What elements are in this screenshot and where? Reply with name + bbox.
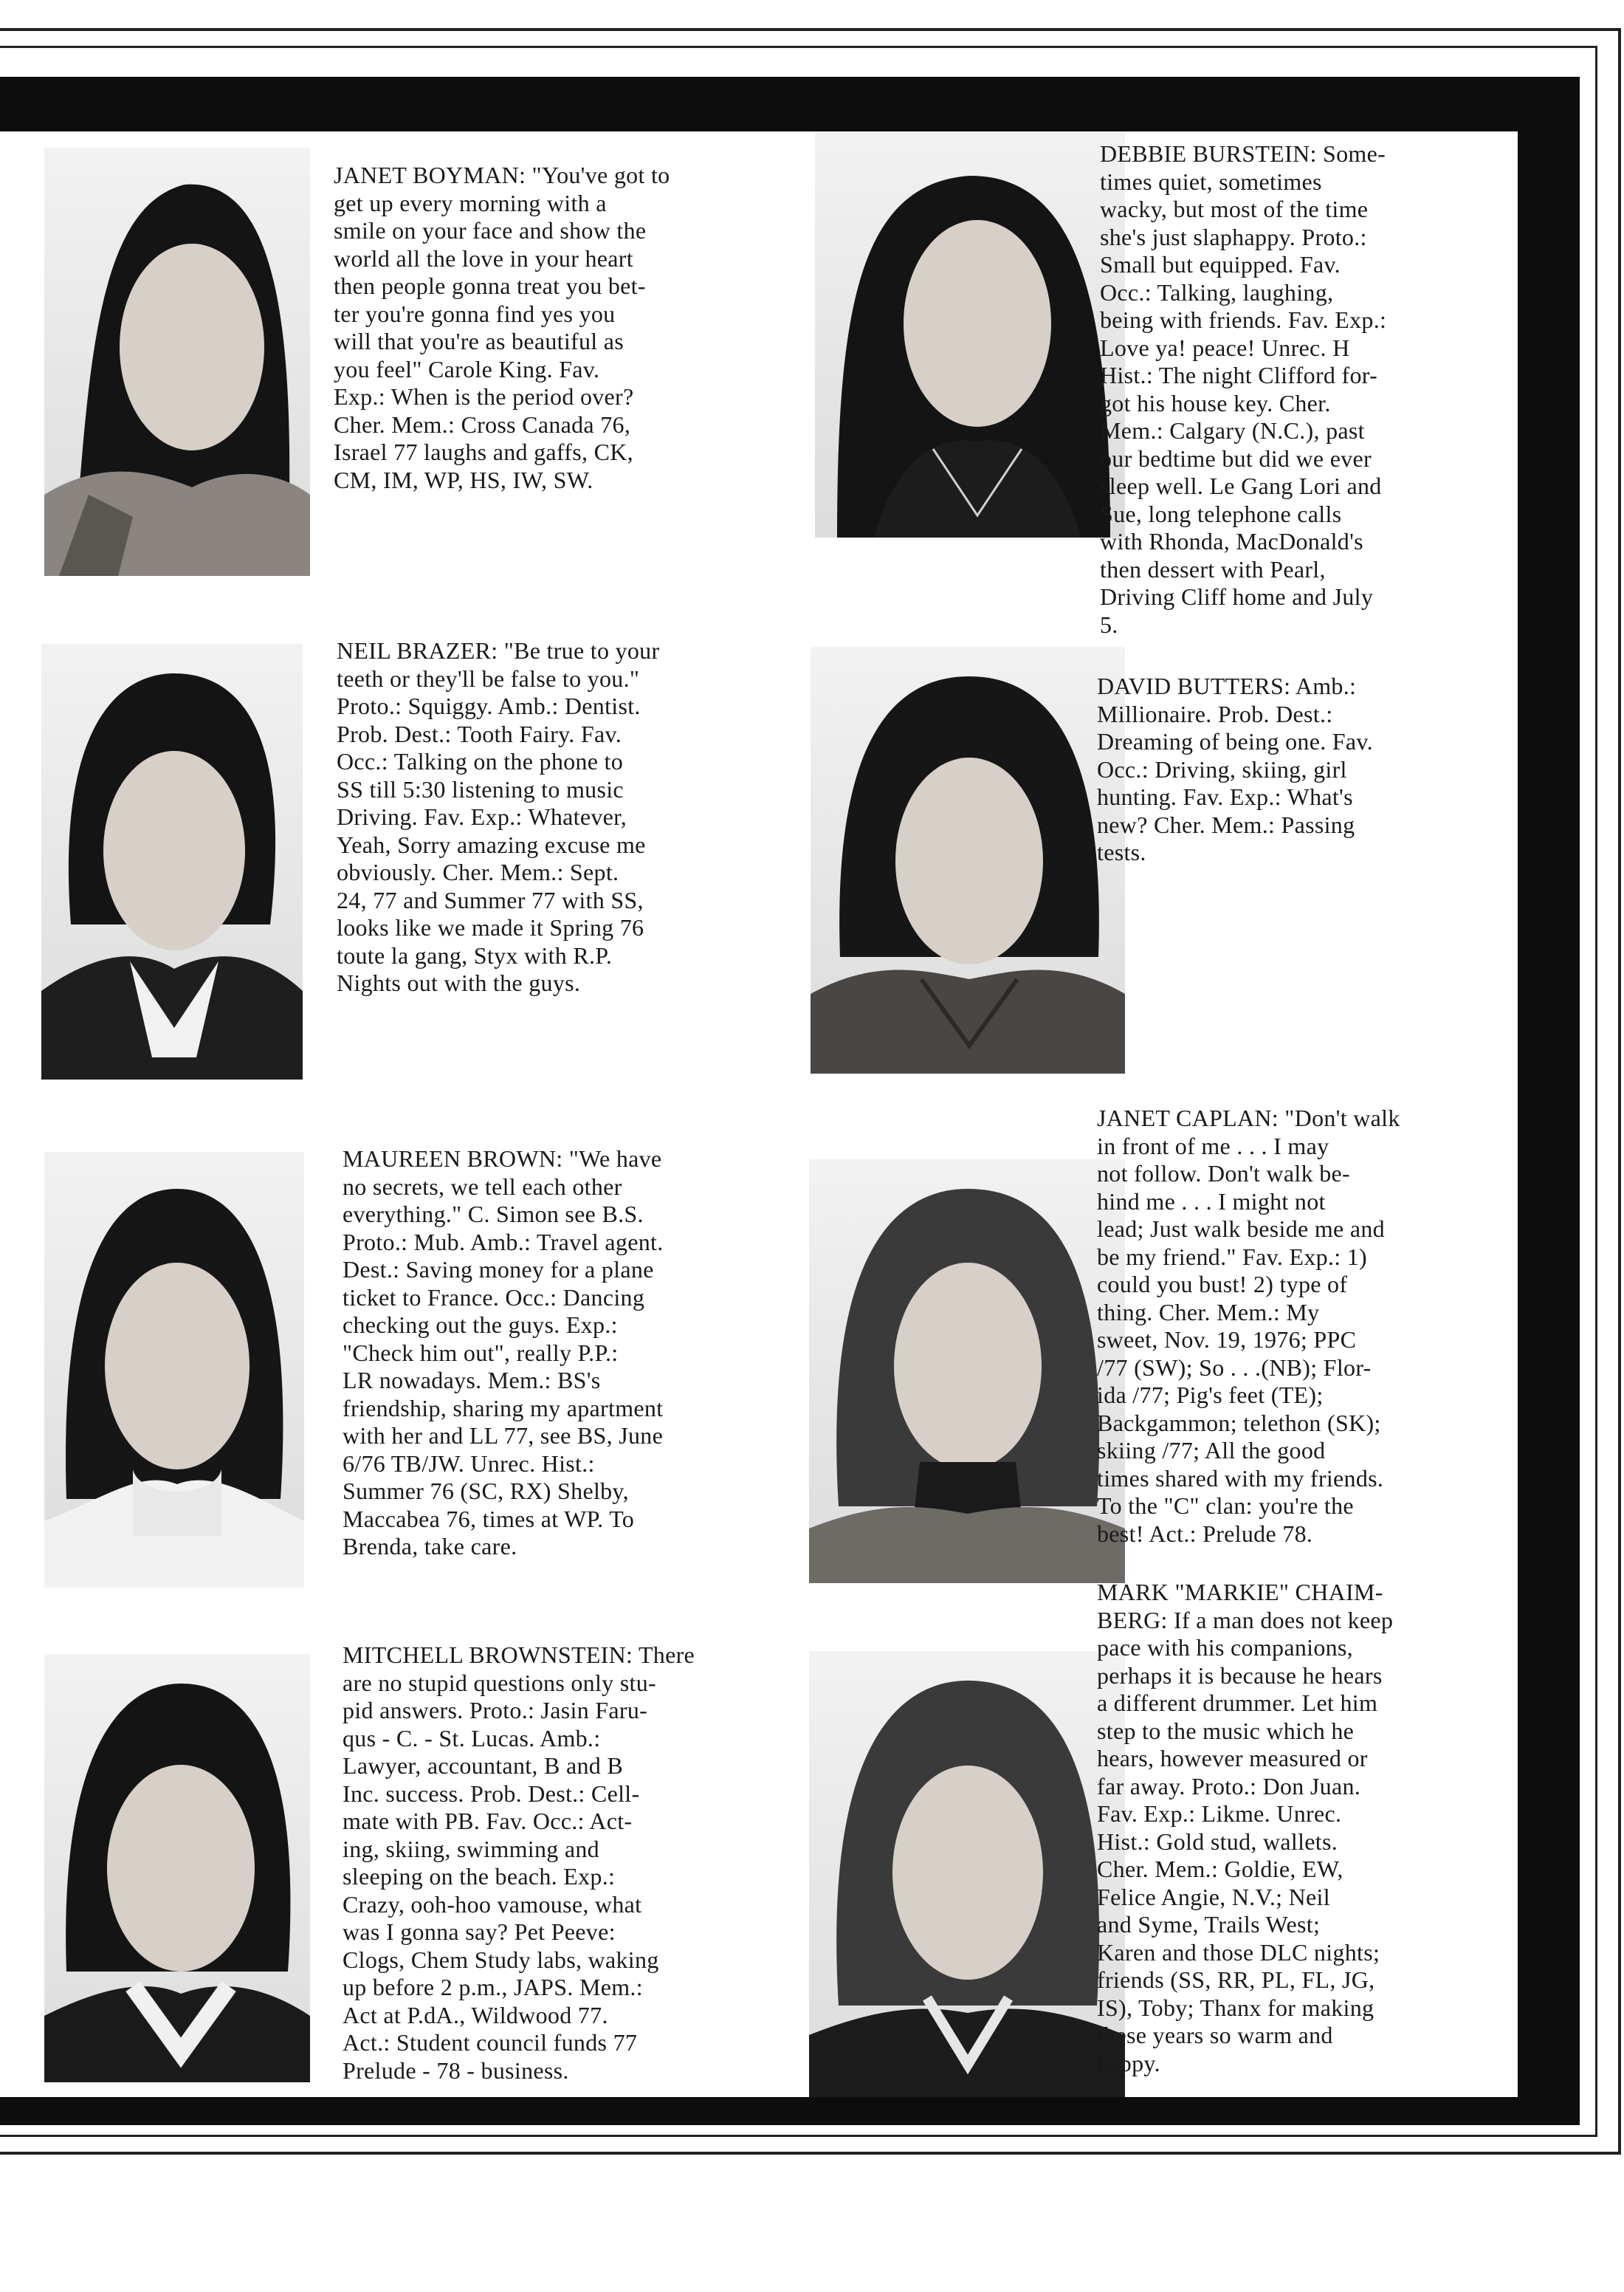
bio-text: MARK "MARKIE" CHAIM- BERG: If a man does not keep pace with his companions, perhaps it is because he hears a different drummer. Let him step to the music which he hears, however measured or far away. Proto.: Don Juan. Fav. Exp.: Likme. Unrec. Hist.: Gold stud, wallets. Cher. Mem.: Goldie, EW, Felice Angie, N.V.; Neil and Syme, Trails West; Karen and those DLC nights; friends (SS, RR, PL, FL, JG, IS), Toby; Thanx for making these years so warm and happy. xyxy=(1097,1579,1394,2076)
bio-text: DAVID BUTTERS: Amb.: Millionaire. Prob. Dest.: Dreaming of being one. Fav. Occ.: Driving, skiing, girl hunting. Fav. Exp.: What's new? Cher. Mem.: Passing tests. xyxy=(1097,673,1373,865)
right-black-band xyxy=(1518,77,1580,2097)
bio-text: NEIL BRAZER: "Be true to your teeth or they'll be false to you." Proto.: Squiggy. Amb.: Dentist. Prob. Dest.: Tooth Fairy. Fav. Occ.: Talking on the phone to SS till 5:30 listening to music Driving. Fav. Exp.: Whatever, Yeah, Sorry amazing excuse me obviously. Cher. Mem.: Sept. 24, 77 and Summer 77 with SS, looks like we made it Spring 76 toute la gang, Styx with R.P. Nights out with the guys. xyxy=(337,637,660,996)
portrait-photo xyxy=(809,1651,1125,2097)
bio-text: JANET CAPLAN: "Don't walk in front of me . . . I may not follow. Don't walk be- hind me . . . I might not lead; Just walk beside me and be my friend." Fav. Exp.: 1) could you bust! 2) type of thing. Cher. Mem.: My sweet, Nov. 19, 1976; PPC /77 (SW); So . . .(NB); Flor- ida /77; Pig's feet (TE); Backgammon; telethon (SK); skiing /77; All the good times shared with my friends. To the "C" clan: you're the best! Act.: Prelude 78. xyxy=(1097,1105,1400,1547)
bio-text: MAUREEN BROWN: "We have no secrets, we tell each other everything." C. Simon see B.S. Proto.: Mub. Amb.: Travel agent. Dest.: Saving money for a plane ticket to France. Occ.: Dancing checking out the guys. Exp.: "Check him out", really P.P.: LR nowadays. Mem.: BS's friendship, sharing my apartment with her and LL 77, see BS, June 6/76 TB/JW. Unrec. Hist.: Summer 76 (SC, RX) Shelby, Maccabea 76, times at WP. To Brenda, take care. xyxy=(343,1145,664,1560)
portrait-photo xyxy=(44,1654,310,2082)
portrait-photo xyxy=(44,148,310,576)
portrait-photo xyxy=(815,131,1125,538)
portrait-photo xyxy=(44,1152,304,1588)
bio-text: DEBBIE BURSTEIN: Some- times quiet, sometimes wacky, but most of the time she's just slaphappy. Proto.: Small but equipped. Fav. Occ.: Talking, laughing, being with friends. Fav. Exp.: Love ya! peace! Unrec. H Hist.: The night Clifford for- got his house key. Cher. Mem.: Calgary (N.C.), past our bedtime but did we ever sleep well. Le Gang Lori and Sue, long telephone calls with Rhonda, MacDonald's then dessert with Pearl, Driving Cliff home and July 5. xyxy=(1100,140,1387,638)
portrait-photo xyxy=(811,647,1125,1074)
top-black-band xyxy=(0,77,1580,131)
bio-text: JANET BOYMAN: "You've got to get up every morning with a smile on your face and show the world all the love in your heart then people gonna treat you bet- ter you're gonna find yes you will that you're as beautiful as you feel" Carole King. Fav. Exp.: When is the period over? Cher. Mem.: Cross Canada 76, Israel 77 laughs and gaffs, CK, CM, IM, WP, HS, IW, SW. xyxy=(334,162,670,493)
portrait-photo xyxy=(41,644,303,1080)
portrait-photo xyxy=(809,1159,1125,1583)
bottom-black-band xyxy=(0,2097,1580,2125)
bio-text: MITCHELL BROWNSTEIN: There are no stupid questions only stu- pid answers. Proto.: Jasin Faru- qus - C. - St. Lucas. Amb.: Lawyer, accountant, B and B Inc. success. Prob. Dest.: Cell- mate with PB. Fav. Occ.: Act- ing, skiing, swimming and sleeping on the beach. Exp.: Crazy, ooh-hoo vamouse, what was I gonna say? Pet Peeve: Clogs, Chem Study labs, waking up before 2 p.m., JAPS. Mem.: Act at P.dA., Wildwood 77. Act.: Student council funds 77 Prelude - 78 - business. xyxy=(343,1641,695,2084)
